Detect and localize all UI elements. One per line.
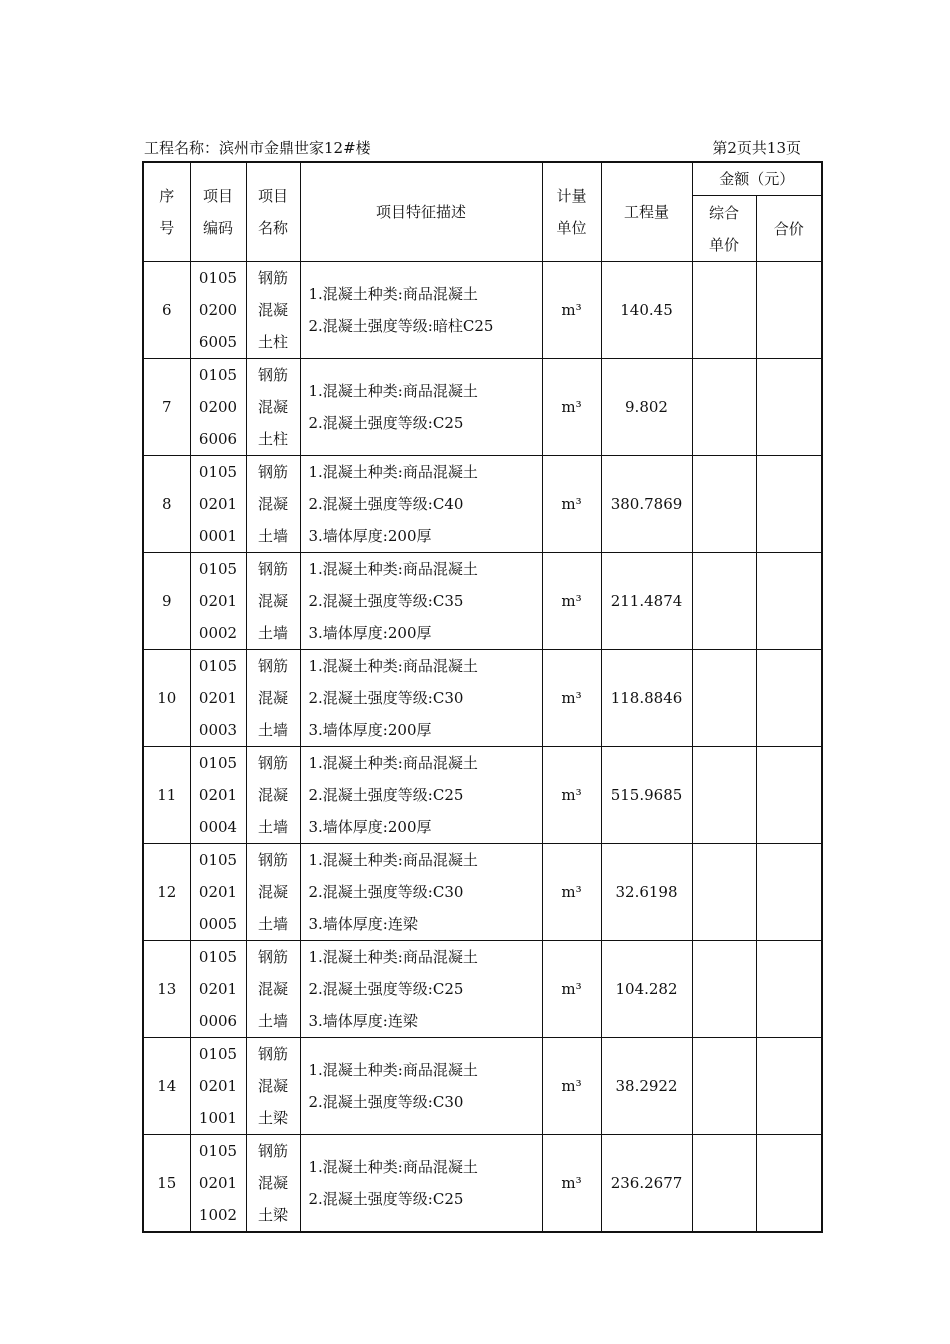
cell-description-line: 1.混凝土种类:商品混凝土 bbox=[308, 382, 478, 400]
cell-unit-price bbox=[692, 650, 756, 747]
cell-description-line: 2.混凝土强度等级:C25 bbox=[308, 1190, 464, 1208]
cell-seq: 8 bbox=[143, 456, 190, 553]
cell-name-line: 钢筋 bbox=[257, 1142, 288, 1160]
cell-quantity: 118.8846 bbox=[601, 650, 692, 747]
cell-code-line: 0201 bbox=[198, 1174, 238, 1192]
cell-name-line: 土墙 bbox=[257, 721, 288, 739]
project-name: 工程名称：滨州市金鼎世家12#楼 bbox=[144, 139, 371, 157]
cell-unit: m³ bbox=[542, 1038, 601, 1135]
cell-code bbox=[190, 844, 246, 941]
cell-quantity: 211.4874 bbox=[601, 553, 692, 650]
cell-name-line: 土墙 bbox=[257, 624, 288, 642]
cell-code-line: 6005 bbox=[198, 333, 238, 351]
cell-quantity: 515.9685 bbox=[601, 747, 692, 844]
cell-name-line: 钢筋 bbox=[257, 754, 288, 772]
cell-code-line: 0006 bbox=[198, 1012, 238, 1030]
cell-seq: 13 bbox=[143, 941, 190, 1038]
cell-unit: m³ bbox=[542, 553, 601, 650]
table-row bbox=[143, 941, 822, 1038]
cell-code-line: 0105 bbox=[198, 1045, 238, 1063]
cell-code-line: 0201 bbox=[198, 495, 238, 513]
cell-description bbox=[300, 747, 542, 844]
cell-name-line: 混凝 bbox=[257, 495, 288, 513]
cell-code-line: 0201 bbox=[198, 689, 238, 707]
cell-quantity: 380.7869 bbox=[601, 456, 692, 553]
table-row bbox=[143, 262, 822, 359]
cell-code-line: 1001 bbox=[198, 1109, 238, 1127]
cell-description-line: 2.混凝土强度等级:C40 bbox=[308, 495, 464, 513]
cell-code-line: 0200 bbox=[198, 301, 238, 319]
cell-description bbox=[300, 359, 542, 456]
cell-description bbox=[300, 456, 542, 553]
header-description: 项目特征描述 bbox=[300, 162, 542, 262]
cell-description-line: 1.混凝土种类:商品混凝土 bbox=[308, 285, 478, 303]
cell-description-line: 2.混凝土强度等级:C30 bbox=[308, 883, 464, 901]
cell-code-line: 0105 bbox=[198, 754, 238, 772]
cell-description bbox=[300, 262, 542, 359]
cell-unit-price bbox=[692, 1038, 756, 1135]
cell-total bbox=[756, 359, 822, 456]
cell-name-line: 钢筋 bbox=[257, 851, 288, 869]
cell-name-line: 混凝 bbox=[257, 592, 288, 610]
table-row bbox=[143, 1038, 822, 1135]
cell-description-line: 3.墙体厚度:连梁 bbox=[308, 915, 418, 933]
cell-code-line: 0002 bbox=[198, 624, 238, 642]
cell-code-line: 0200 bbox=[198, 398, 238, 416]
cell-seq: 12 bbox=[143, 844, 190, 941]
cell-unit: m³ bbox=[542, 456, 601, 553]
cell-code-line: 0003 bbox=[198, 721, 238, 739]
cell-quantity: 38.2922 bbox=[601, 1038, 692, 1135]
cell-total bbox=[756, 456, 822, 553]
cell-code-line: 0105 bbox=[198, 851, 238, 869]
cell-description-line: 1.混凝土种类:商品混凝土 bbox=[308, 851, 478, 869]
cell-name-line: 钢筋 bbox=[257, 560, 288, 578]
cell-unit-price bbox=[692, 262, 756, 359]
cell-name bbox=[246, 747, 300, 844]
cell-code bbox=[190, 941, 246, 1038]
cell-description-line: 2.混凝土强度等级:暗柱C25 bbox=[308, 317, 494, 335]
cell-total bbox=[756, 941, 822, 1038]
cell-code-line: 0201 bbox=[198, 883, 238, 901]
cell-name-line: 钢筋 bbox=[257, 1045, 288, 1063]
cell-description-line: 1.混凝土种类:商品混凝土 bbox=[308, 560, 478, 578]
cell-description-line: 1.混凝土种类:商品混凝土 bbox=[308, 657, 478, 675]
cell-name-line: 混凝 bbox=[257, 1077, 288, 1095]
header-code: 项目 编码 bbox=[190, 162, 246, 262]
cell-name bbox=[246, 1135, 300, 1233]
cell-description bbox=[300, 553, 542, 650]
header-total: 合价 bbox=[756, 196, 822, 262]
header-seq: 序 号 bbox=[143, 162, 190, 262]
cell-seq: 14 bbox=[143, 1038, 190, 1135]
cell-name-line: 混凝 bbox=[257, 786, 288, 804]
cell-name-line: 土梁 bbox=[257, 1206, 288, 1224]
cell-description-line: 3.墙体厚度:连梁 bbox=[308, 1012, 418, 1030]
cell-description-line: 2.混凝土强度等级:C25 bbox=[308, 786, 464, 804]
cell-name-line: 钢筋 bbox=[257, 948, 288, 966]
cell-name-line: 钢筋 bbox=[257, 366, 288, 384]
table-row bbox=[143, 844, 822, 941]
cell-seq: 7 bbox=[143, 359, 190, 456]
cell-name-line: 钢筋 bbox=[257, 269, 288, 287]
cell-quantity: 9.802 bbox=[601, 359, 692, 456]
cell-name-line: 混凝 bbox=[257, 301, 288, 319]
bill-of-quantities-table bbox=[142, 161, 823, 1233]
cell-name-line: 混凝 bbox=[257, 689, 288, 707]
cell-code bbox=[190, 747, 246, 844]
cell-description-line: 2.混凝土强度等级:C25 bbox=[308, 980, 464, 998]
cell-unit-price bbox=[692, 359, 756, 456]
cell-code bbox=[190, 262, 246, 359]
cell-name-line: 混凝 bbox=[257, 980, 288, 998]
cell-name bbox=[246, 553, 300, 650]
cell-code-line: 0005 bbox=[198, 915, 238, 933]
cell-code-line: 0201 bbox=[198, 786, 238, 804]
cell-name-line: 混凝 bbox=[257, 883, 288, 901]
cell-code-line: 0201 bbox=[198, 592, 238, 610]
header-amount: 金额（元） bbox=[692, 162, 822, 196]
cell-total bbox=[756, 844, 822, 941]
cell-description-line: 2.混凝土强度等级:C25 bbox=[308, 414, 464, 432]
cell-code bbox=[190, 553, 246, 650]
cell-name-line: 土墙 bbox=[257, 915, 288, 933]
cell-name-line: 土梁 bbox=[257, 1109, 288, 1127]
cell-unit: m³ bbox=[542, 650, 601, 747]
cell-quantity: 236.2677 bbox=[601, 1135, 692, 1233]
cell-seq: 6 bbox=[143, 262, 190, 359]
cell-description-line: 3.墙体厚度:200厚 bbox=[308, 818, 432, 836]
cell-description-line: 1.混凝土种类:商品混凝土 bbox=[308, 1061, 478, 1079]
cell-name bbox=[246, 456, 300, 553]
cell-quantity: 140.45 bbox=[601, 262, 692, 359]
cell-total bbox=[756, 650, 822, 747]
cell-code-line: 0105 bbox=[198, 560, 238, 578]
cell-description-line: 2.混凝土强度等级:C35 bbox=[308, 592, 464, 610]
cell-unit-price bbox=[692, 456, 756, 553]
cell-description-line: 1.混凝土种类:商品混凝土 bbox=[308, 948, 478, 966]
cell-quantity: 32.6198 bbox=[601, 844, 692, 941]
header-quantity: 工程量 bbox=[601, 162, 692, 262]
cell-name bbox=[246, 650, 300, 747]
cell-code-line: 0201 bbox=[198, 1077, 238, 1095]
document-header bbox=[144, 136, 801, 160]
cell-description-line: 3.墙体厚度:200厚 bbox=[308, 721, 432, 739]
table-row bbox=[143, 456, 822, 553]
cell-code bbox=[190, 1038, 246, 1135]
cell-code-line: 0004 bbox=[198, 818, 238, 836]
cell-total bbox=[756, 262, 822, 359]
header-unit-price: 综合 单价 bbox=[692, 196, 756, 262]
cell-code-line: 0105 bbox=[198, 366, 238, 384]
cell-code bbox=[190, 1135, 246, 1233]
cell-unit-price bbox=[692, 941, 756, 1038]
cell-total bbox=[756, 1135, 822, 1233]
cell-unit: m³ bbox=[542, 262, 601, 359]
cell-unit: m³ bbox=[542, 359, 601, 456]
cell-name bbox=[246, 262, 300, 359]
cell-seq: 10 bbox=[143, 650, 190, 747]
cell-code-line: 0105 bbox=[198, 463, 238, 481]
cell-code bbox=[190, 456, 246, 553]
table-row bbox=[143, 359, 822, 456]
cell-unit: m³ bbox=[542, 844, 601, 941]
cell-total bbox=[756, 747, 822, 844]
cell-quantity: 104.282 bbox=[601, 941, 692, 1038]
cell-total bbox=[756, 1038, 822, 1135]
cell-code bbox=[190, 359, 246, 456]
cell-unit-price bbox=[692, 553, 756, 650]
cell-seq: 15 bbox=[143, 1135, 190, 1233]
cell-description-line: 1.混凝土种类:商品混凝土 bbox=[308, 754, 478, 772]
header-name: 项目 名称 bbox=[246, 162, 300, 262]
cell-name-line: 土墙 bbox=[257, 818, 288, 836]
cell-code-line: 0001 bbox=[198, 527, 238, 545]
cell-code-line: 0105 bbox=[198, 948, 238, 966]
cell-code-line: 0105 bbox=[198, 269, 238, 287]
cell-description bbox=[300, 844, 542, 941]
table-row bbox=[143, 650, 822, 747]
cell-description-line: 2.混凝土强度等级:C30 bbox=[308, 1093, 464, 1111]
cell-description bbox=[300, 941, 542, 1038]
header-unit: 计量 单位 bbox=[542, 162, 601, 262]
cell-name-line: 土柱 bbox=[257, 333, 288, 351]
cell-code-line: 0105 bbox=[198, 1142, 238, 1160]
cell-description-line: 3.墙体厚度:200厚 bbox=[308, 624, 432, 642]
cell-code-line: 0201 bbox=[198, 980, 238, 998]
cell-name-line: 混凝 bbox=[257, 398, 288, 416]
cell-code bbox=[190, 650, 246, 747]
cell-name bbox=[246, 844, 300, 941]
cell-seq: 11 bbox=[143, 747, 190, 844]
cell-name bbox=[246, 359, 300, 456]
cell-total bbox=[756, 553, 822, 650]
cell-description-line: 1.混凝土种类:商品混凝土 bbox=[308, 1158, 478, 1176]
cell-unit-price bbox=[692, 747, 756, 844]
cell-code-line: 0105 bbox=[198, 657, 238, 675]
table-row bbox=[143, 553, 822, 650]
cell-unit: m³ bbox=[542, 747, 601, 844]
cell-description bbox=[300, 1038, 542, 1135]
cell-name bbox=[246, 941, 300, 1038]
table-row bbox=[143, 1135, 822, 1233]
cell-name-line: 土墙 bbox=[257, 527, 288, 545]
cell-unit: m³ bbox=[542, 941, 601, 1038]
cell-name-line: 钢筋 bbox=[257, 657, 288, 675]
table-body bbox=[143, 262, 822, 1233]
cell-description-line: 2.混凝土强度等级:C30 bbox=[308, 689, 464, 707]
cell-description-line: 1.混凝土种类:商品混凝土 bbox=[308, 463, 478, 481]
cell-name-line: 土柱 bbox=[257, 430, 288, 448]
cell-code-line: 1002 bbox=[198, 1206, 238, 1224]
cell-seq: 9 bbox=[143, 553, 190, 650]
cell-unit-price bbox=[692, 844, 756, 941]
cell-description bbox=[300, 1135, 542, 1233]
cell-description bbox=[300, 650, 542, 747]
cell-name bbox=[246, 1038, 300, 1135]
cell-code-line: 6006 bbox=[198, 430, 238, 448]
page-number: 第2页共13页 bbox=[712, 139, 801, 157]
cell-name-line: 混凝 bbox=[257, 1174, 288, 1192]
cell-unit-price bbox=[692, 1135, 756, 1233]
cell-name-line: 土墙 bbox=[257, 1012, 288, 1030]
cell-name-line: 钢筋 bbox=[257, 463, 288, 481]
table-row bbox=[143, 747, 822, 844]
cell-description-line: 3.墙体厚度:200厚 bbox=[308, 527, 432, 545]
cell-unit: m³ bbox=[542, 1135, 601, 1233]
